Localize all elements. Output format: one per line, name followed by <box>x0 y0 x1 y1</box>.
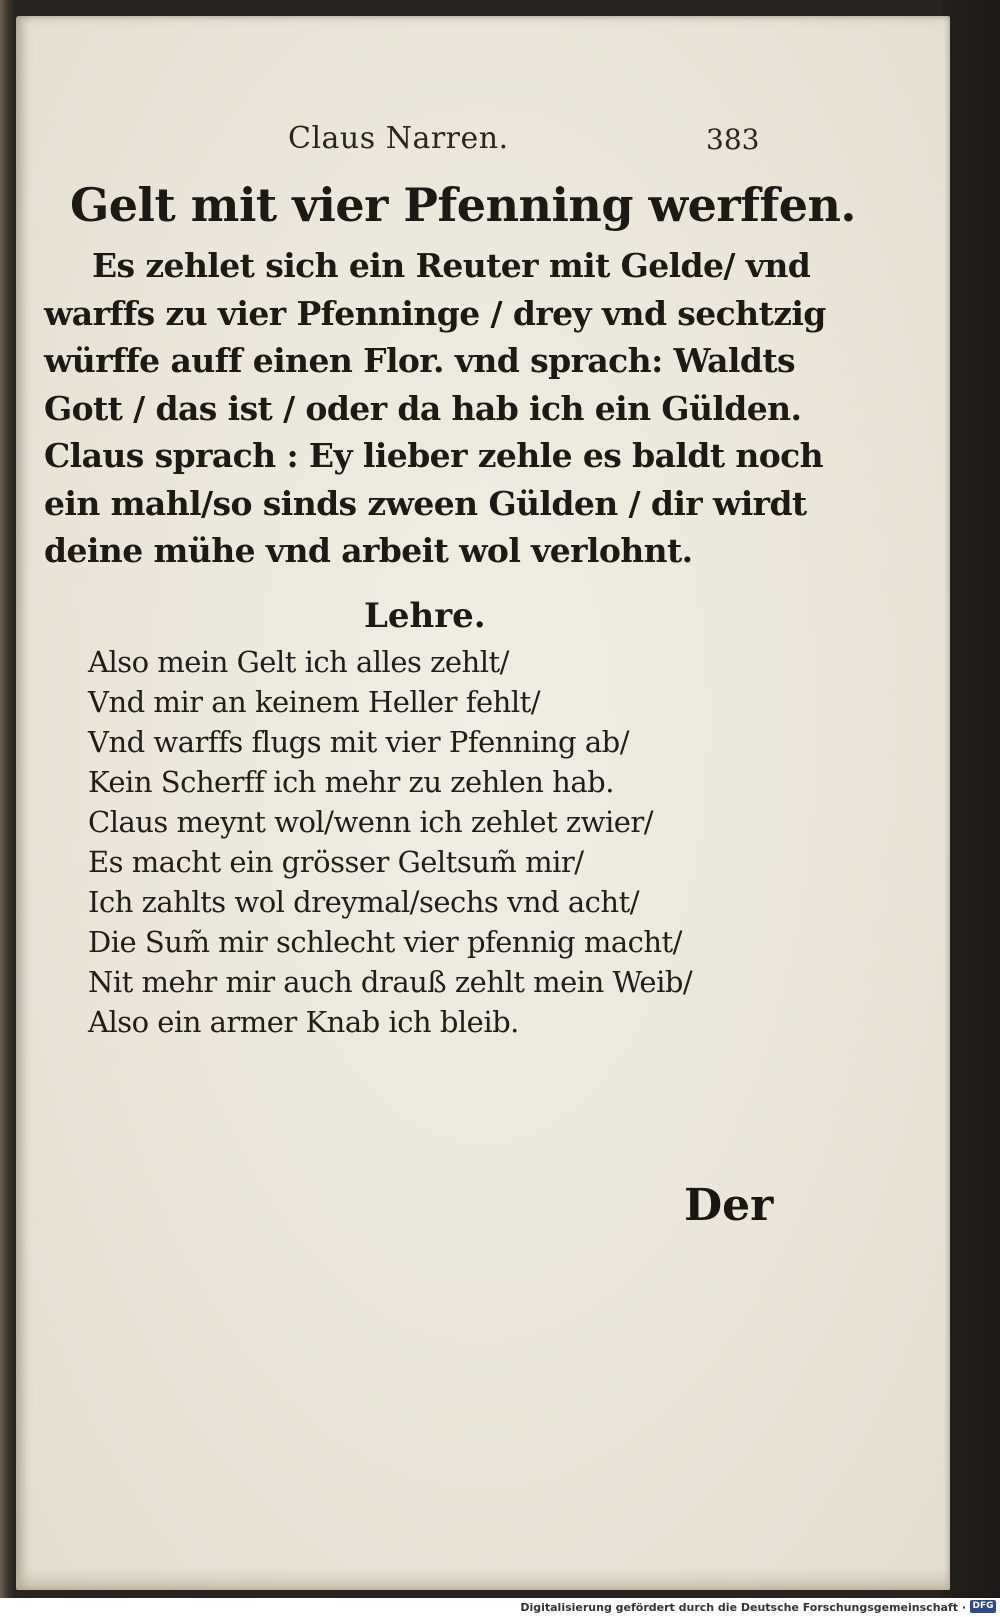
book-spine-edge <box>0 0 14 1598</box>
verse-line: Die Sum̃ mir schlecht vier pfennig macht/ <box>88 925 682 959</box>
book-cover-edge <box>942 0 1000 1598</box>
verse-line: Claus meynt wol/wenn ich zehlet zwier/ <box>88 805 654 839</box>
body-line: Gott / das ist / oder da hab ich ein Gülden. <box>44 388 802 428</box>
lehre-heading: Lehre. <box>364 596 486 636</box>
page-number: 383 <box>706 123 760 156</box>
funding-credit: Digitalisierung gefördert durch die Deutsche Forschungsgemeinschaft · <box>520 1601 966 1614</box>
book-page <box>16 16 950 1590</box>
catchword: Der <box>684 1180 774 1231</box>
verse-block <box>88 642 788 1042</box>
section-heading: Gelt mit vier Pfenning werffen. <box>70 178 856 232</box>
running-head <box>16 121 950 161</box>
verse-line: Kein Scherff ich mehr zu zehlen hab. <box>88 765 614 799</box>
body-line: warffs zu vier Pfenninge / drey vnd sechtzig <box>44 293 826 333</box>
body-line: ein mahl/so sinds zween Gülden / dir wirdt <box>44 483 807 523</box>
verse-line: Ich zahlts wol dreymal/sechs vnd acht/ <box>88 885 639 919</box>
body-paragraph <box>44 242 826 575</box>
verse-line: Also mein Gelt ich alles zehlt/ <box>88 645 509 679</box>
body-line: Claus sprach : Ey lieber zehle es baldt noch <box>44 436 824 475</box>
verse-line: Vnd mir an keinem Heller fehlt/ <box>88 685 541 719</box>
body-line: würffe auff einen Flor. vnd sprach: Waldts <box>44 341 795 380</box>
body-line: Es zehlet sich ein Reuter mit Gelde/ vnd <box>92 246 811 285</box>
verse-line: Vnd warffs flugs mit vier Pfenning ab/ <box>88 725 629 759</box>
verse-line: Es macht ein grösser Geltsum̃ mir/ <box>88 845 584 879</box>
verse-line: Also ein armer Knab ich bleib. <box>88 1005 519 1039</box>
verse-line: Nit mehr mir auch drauß zehlt mein Weib/ <box>88 965 693 999</box>
running-title: Claus Narren. <box>288 121 509 156</box>
dfg-logo-icon: DFG <box>970 1600 996 1613</box>
body-line: deine mühe vnd arbeit wol verlohnt. <box>44 531 693 570</box>
